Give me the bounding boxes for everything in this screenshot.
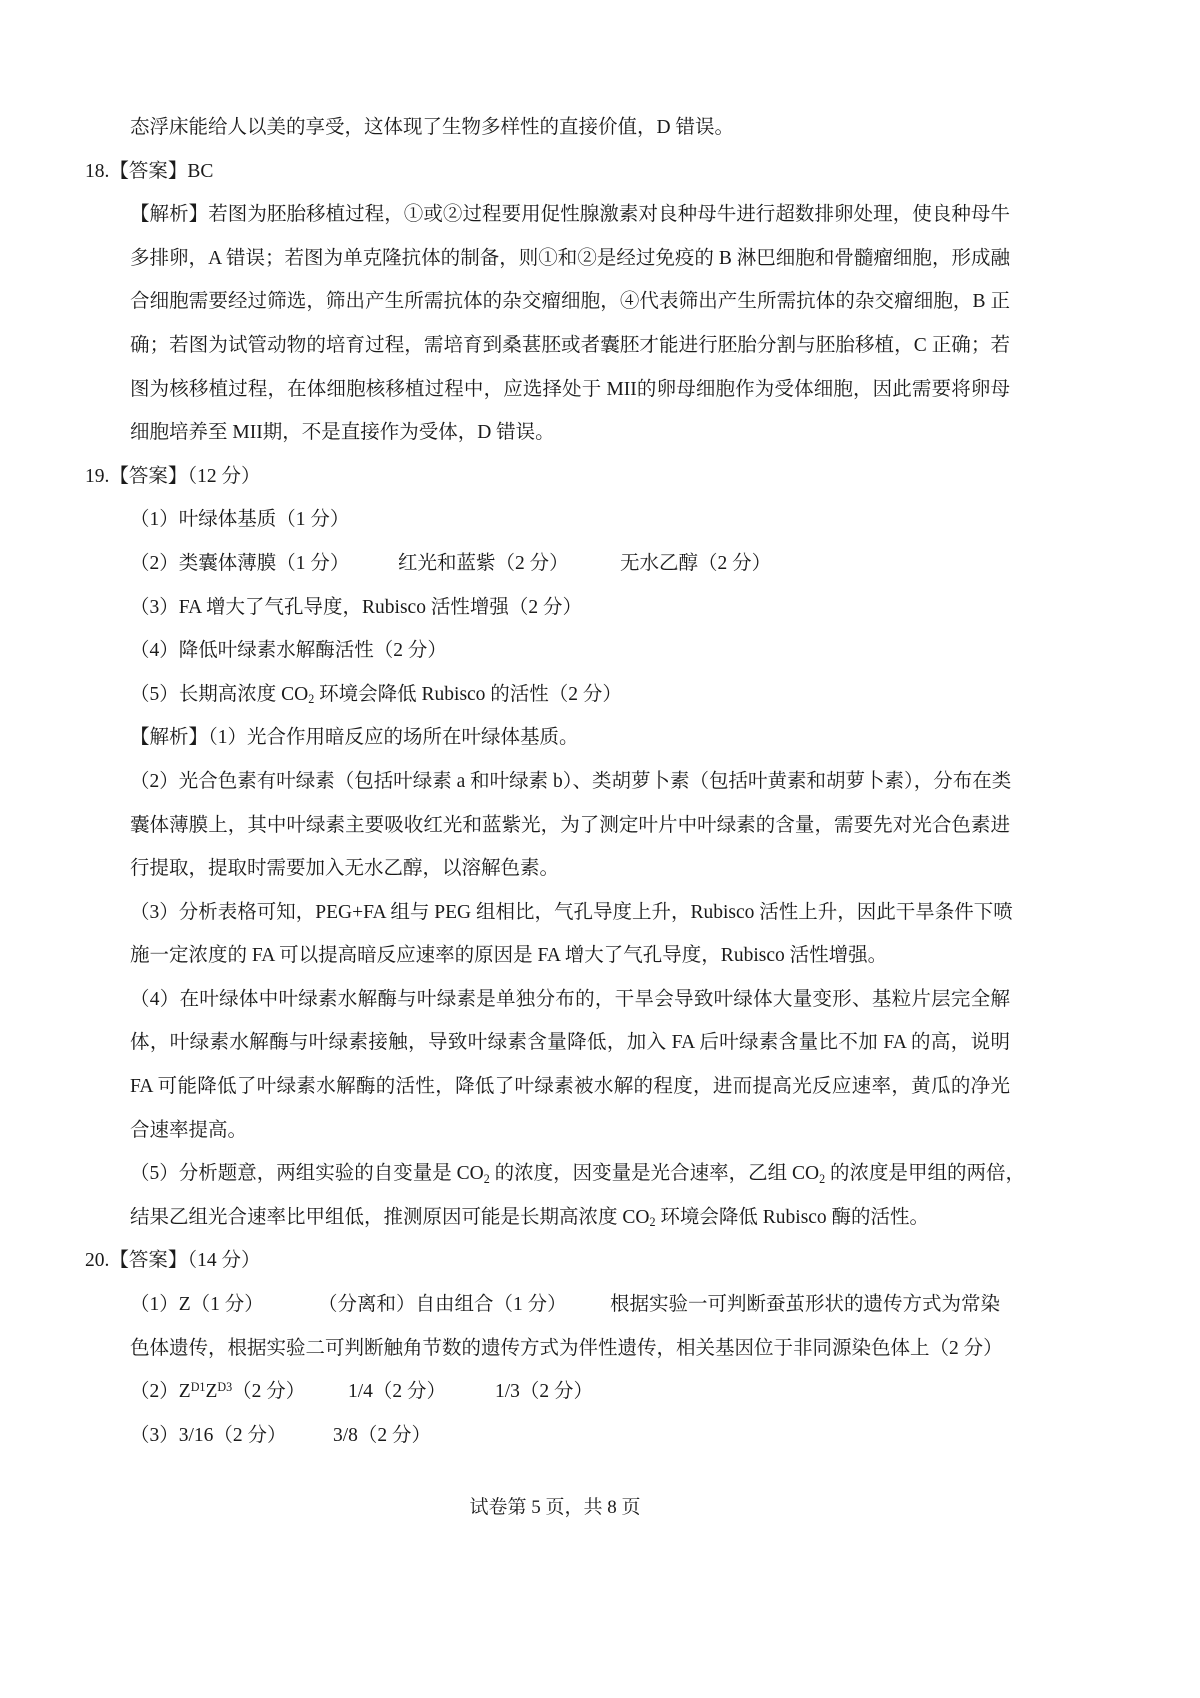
analysis-text: 的浓度是甲组的两倍， — [825, 1163, 1026, 1185]
analysis-line: （2）光合色素有叶绿素（包括叶绿素 a 和叶绿素 b）、类胡萝卜素（包括叶黄素和胡萝卜素），分布在类 — [130, 770, 1012, 792]
answer-value: BC — [187, 160, 214, 182]
analysis-line — [130, 1152, 1026, 1196]
genotype-letter: Z — [178, 1381, 191, 1403]
genotype-letter: Z — [205, 1381, 218, 1403]
answer-item: 无水乙醇（2 分） — [620, 552, 772, 574]
analysis-line: 【解析】（1）光合作用暗反应的场所在叶绿体基质。 — [130, 727, 579, 749]
analysis-line: 态浮床能给人以美的享受，这体现了生物多样性的直接价值，D 错误。 — [130, 117, 734, 138]
analysis-line: 合细胞需要经过筛选，筛出产生所需抗体的杂交瘤细胞，④代表筛出产生所需抗体的杂交瘤细胞，B 正 — [130, 291, 1010, 313]
subscript: 2 — [483, 1171, 490, 1186]
answer-text: （2 分） — [232, 1381, 306, 1403]
answer-text: 环境会降低 Rubisco 的活性（2 分） — [314, 683, 622, 705]
answer-line — [130, 1283, 1010, 1327]
answer-item: 红光和蓝紫（2 分） — [398, 552, 569, 574]
analysis-line: 细胞培养至 MII期，不是直接作为受体，D 错误。 — [130, 422, 555, 444]
answer-line — [130, 542, 1010, 586]
answer-label: 【答案】 — [109, 160, 188, 182]
analysis-line: 【解析】若图为胚胎移植过程，①或②过程要用促性腺激素对良种母牛进行超数排卵处理，使良种母牛 — [130, 204, 1010, 226]
answer-item: 3/8（2 分） — [333, 1424, 432, 1446]
analysis-line: （3）分析表格可知，PEG+FA 组与 PEG 组相比，气孔导度上升，Rubisco 活性上升，因此干旱条件下喷 — [130, 901, 1013, 923]
answer-text: （5）长期高浓度 CO — [130, 683, 309, 705]
analysis-line: 囊体薄膜上，其中叶绿素主要吸收红光和蓝紫光，为了测定叶片中叶绿素的含量，需要先对光合色素进 — [130, 814, 1010, 836]
superscript: D1 — [190, 1379, 206, 1394]
analysis-text: 结果乙组光合速率比甲组低，推测原因可能是长期高浓度 CO — [130, 1206, 650, 1228]
question-number: 19. — [85, 465, 110, 487]
answer-label: 【答案】 — [109, 465, 188, 487]
question-number: 18. — [85, 160, 110, 182]
analysis-line — [130, 1196, 1010, 1240]
answer-line: 色体遗传，根据实验二可判断触角节数的遗传方式为伴性遗传，相关基因位于非同源染色体上（2 分） — [130, 1337, 1003, 1359]
answer-item — [130, 1370, 305, 1414]
answer-item: 1/4（2 分） — [348, 1381, 447, 1403]
answer-heading — [85, 1239, 1025, 1283]
analysis-line: （4）在叶绿体中叶绿素水解酶与叶绿素是单独分布的，干旱会导致叶绿体大量变形、基粒片层完全解 — [130, 988, 1010, 1010]
analysis-text: 的浓度，因变量是光合速率，乙组 CO — [489, 1163, 820, 1185]
answer-item: （1）Z（1 分） — [130, 1294, 264, 1316]
answer-item: （2）类囊体薄膜（1 分） — [130, 552, 350, 574]
answer-line: （4）降低叶绿素水解酶活性（2 分） — [130, 640, 447, 662]
analysis-line: 图为核移植过程，在体细胞核移植过程中，应选择处于 MII的卵母细胞作为受体细胞，因此需要将卵母 — [130, 378, 1010, 400]
answer-line — [130, 1370, 1010, 1414]
answer-line — [130, 673, 1010, 717]
answer-item: 根据实验一可判断蚕茧形状的遗传方式为常染 — [610, 1294, 1001, 1316]
analysis-line: 多排卵，A 错误；若图为单克隆抗体的制备，则①和②是经过免疫的 B 淋巴细胞和骨髓瘤细胞，形成融 — [130, 247, 1010, 269]
answer-item: （3）3/16（2 分） — [130, 1424, 287, 1446]
answer-line — [130, 1414, 1010, 1458]
subscript: 2 — [649, 1215, 656, 1230]
subscript: 2 — [819, 1171, 826, 1186]
answer-item: 1/3（2 分） — [495, 1381, 594, 1403]
analysis-line: 确；若图为试管动物的培育过程，需培育到桑葚胚或者囊胚才能进行胚胎分割与胚胎移植，C 正确；若 — [130, 334, 1010, 356]
answer-text: （2） — [130, 1381, 179, 1403]
analysis-line: 行提取，提取时需要加入无水乙醇，以溶解色素。 — [130, 858, 560, 880]
answer-score: （12 分） — [187, 465, 261, 487]
question-number: 20. — [85, 1250, 110, 1272]
answer-heading — [85, 150, 1025, 194]
analysis-line: 体，叶绿素水解酶与叶绿素接触，导致叶绿素含量降低，加入 FA 后叶绿素含量比不加 FA 的高，说明 — [130, 1032, 1010, 1054]
answer-line: （1）叶绿体基质（1 分） — [130, 509, 350, 531]
analysis-text: 环境会降低 Rubisco 酶的活性。 — [655, 1206, 930, 1228]
answer-label: 【答案】 — [109, 1250, 188, 1272]
answer-key-document — [85, 106, 1025, 1457]
answer-score: （14 分） — [187, 1250, 261, 1272]
page-footer: 试卷第 5 页，共 8 页 — [469, 1497, 641, 1518]
answer-line: （3）FA 增大了气孔导度，Rubisco 活性增强（2 分） — [130, 596, 582, 618]
analysis-text: （5）分析题意，两组实验的自变量是 CO — [130, 1163, 484, 1185]
subscript: 2 — [308, 692, 315, 707]
answer-item: （分离和）自由组合（1 分） — [318, 1294, 567, 1316]
analysis-line: 合速率提高。 — [130, 1119, 248, 1141]
analysis-line: 施一定浓度的 FA 可以提高暗反应速率的原因是 FA 增大了气孔导度，Rubisco 活性增强。 — [130, 945, 888, 967]
analysis-line: FA 可能降低了叶绿素水解酶的活性，降低了叶绿素被水解的程度，进而提高光反应速率，黄瓜的净光 — [130, 1076, 1010, 1098]
superscript: D3 — [217, 1379, 233, 1394]
answer-heading — [85, 455, 1025, 499]
